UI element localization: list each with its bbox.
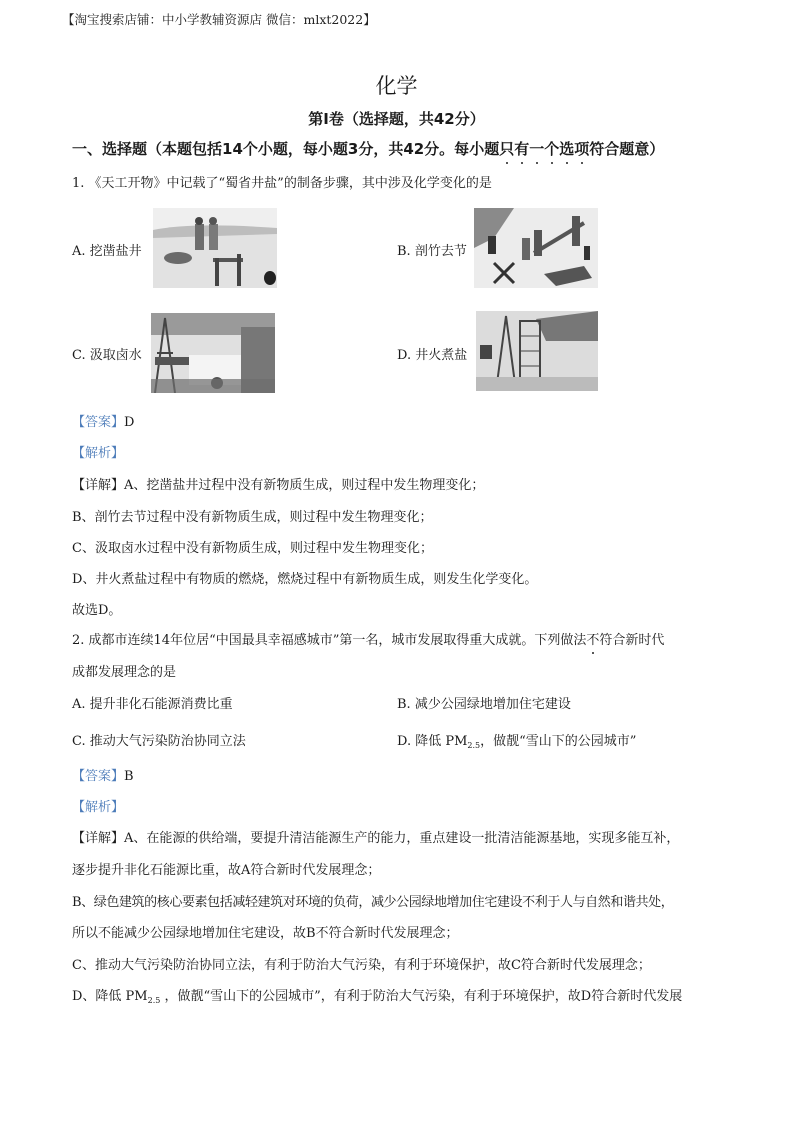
q2-detail-line: B、绿色建筑的核心要素包括减轻建筑对环境的负荷，减少公园绿地增加住宅建设不利于人与自然和谐共处， — [72, 895, 674, 910]
subscript: 2.5 — [467, 741, 481, 750]
q1-option-a-image — [153, 208, 277, 288]
q1-option-c-label: C. 汲取卤水 — [72, 348, 142, 363]
q1-option-b-image — [474, 208, 598, 288]
q2-detail-line: C、推动大气污染防治协同立法，有利于防治大气污染，有利于环境保护，故C符合新时代发展理念； — [72, 958, 651, 973]
q2-detail-line — [72, 827, 679, 846]
emphasis-char: 个 — [544, 140, 560, 158]
emphasis-char: 有 — [514, 140, 530, 158]
section-heading-suffix: 符合题意） — [589, 140, 665, 158]
emphasis-char: 只 — [499, 140, 515, 158]
section-subtitle: 第I卷（选择题，共42分） — [308, 110, 485, 128]
q1-detail-line: B、剖竹去节过程中没有新物质生成，则过程中发生物理变化； — [72, 510, 433, 525]
answer-value: D — [124, 415, 135, 430]
q1-option-d-label: D. 井火煮盐 — [397, 348, 468, 363]
q1-detail-line: C、汲取卤水过程中没有新物质生成，则过程中发生物理变化； — [72, 541, 433, 556]
section-heading-prefix: 一、选择题（本题包括14个小题，每小题3分，共42分。每小题 — [72, 140, 500, 158]
question-1-stem: 1. 《天工开物》中记载了“蜀省井盐”的制备步骤，其中涉及化学变化的是 — [72, 176, 492, 191]
detail-tag: 【详解】 — [72, 831, 125, 846]
q2-option-c: C. 推动大气污染防治协同立法 — [72, 734, 246, 749]
answer-tag: 【答案】 — [72, 769, 125, 784]
emphasis-char: 一 — [529, 140, 545, 158]
q2-option-d — [397, 730, 636, 750]
q2-detail-line — [72, 985, 682, 1005]
watermark-header: 【淘宝搜索店铺：中小学教辅资源店 微信：mlxt2022】 — [62, 12, 376, 27]
q1-option-a-label: A. 挖凿盐井 — [72, 244, 142, 259]
q1-conclusion: 故选D。 — [72, 603, 122, 618]
q2-detail-line: 逐步提升非化石能源比重，故A符合新时代发展理念； — [72, 863, 381, 878]
subscript: 2.5 — [147, 996, 161, 1005]
q2-option-b: B. 减少公园绿地增加住宅建设 — [397, 697, 571, 712]
q1-answer — [72, 411, 134, 430]
stem-text: 2. 成都市连续14年位居“中国最具幸福感城市”第一名，城市发展取得重大成就。下列做法 — [72, 633, 587, 648]
option-text: ，做靓“雪山下的公园城市” — [480, 734, 637, 749]
question-2-stem-cont: 成都发展理念的是 — [72, 665, 177, 680]
emphasis-char: 选 — [559, 140, 575, 158]
q2-detail-line: 所以不能减少公园绿地增加住宅建设，故B不符合新时代发展理念； — [72, 926, 459, 941]
option-text: D. 降低 PM — [397, 734, 468, 749]
stem-text: 符合新时代 — [599, 633, 665, 648]
q1-detail-line — [72, 474, 484, 493]
answer-value: B — [124, 769, 134, 784]
q2-option-a: A. 提升非化石能源消费比重 — [72, 697, 233, 712]
q2-answer — [72, 765, 134, 784]
q1-detail-line: D、井火煮盐过程中有物质的燃烧，燃烧过程中有新物质生成，则发生化学变化。 — [72, 572, 538, 587]
q1-analysis-tag: 【解析】 — [72, 446, 125, 461]
emphasis-char: 项 — [574, 140, 590, 158]
splitting-bamboo-illustration — [474, 208, 598, 288]
q1-option-c-image — [151, 313, 275, 393]
q2-analysis-tag: 【解析】 — [72, 800, 125, 815]
answer-tag: 【答案】 — [72, 415, 125, 430]
detail-text: ，做靓“雪山下的公园城市”，有利于防治大气污染，有利于环境保护，故D符合新时代发展 — [160, 989, 683, 1004]
detail-text: A、挖凿盐井过程中没有新物质生成，则过程中发生物理变化； — [124, 478, 485, 493]
q1-option-b-label: B. 剖竹去节 — [397, 244, 467, 259]
digging-salt-well-illustration — [153, 208, 277, 288]
boiling-salt-illustration — [476, 311, 598, 391]
q1-option-d-image — [476, 311, 598, 391]
page-title: 化学 — [375, 74, 418, 98]
detail-text: A、在能源的供给端，要提升清洁能源生产的能力，重点建设一批清洁能源基地，实现多能互补， — [124, 831, 680, 846]
emphasis-char: 不 — [586, 633, 600, 648]
detail-text: D、降低 PM — [72, 989, 148, 1004]
section-heading — [72, 138, 664, 159]
question-2-stem — [72, 629, 664, 648]
drawing-brine-illustration — [151, 313, 275, 393]
detail-tag: 【详解】 — [72, 478, 125, 493]
